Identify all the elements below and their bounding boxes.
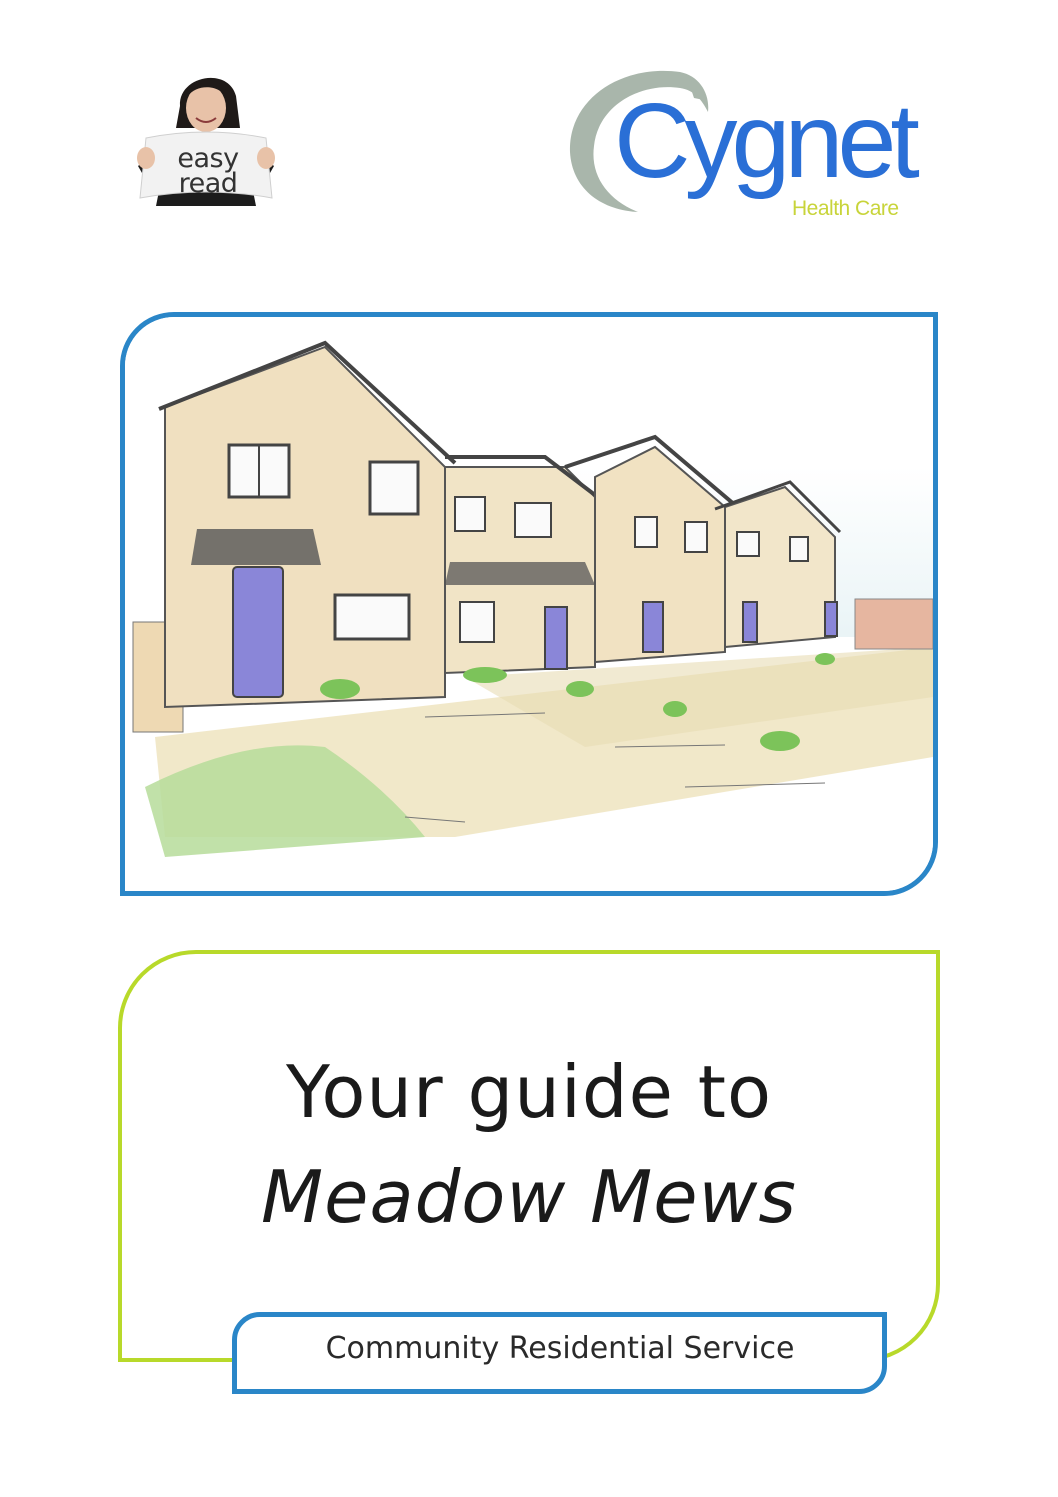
title-line-2: Meadow Mews — [261, 1155, 797, 1239]
houses-illustration — [120, 312, 938, 896]
easy-read-line-1: easy — [177, 143, 239, 174]
houses-icon — [125, 317, 933, 891]
service-label: Community Residential Service — [325, 1331, 795, 1366]
easy-read-badge — [128, 66, 284, 226]
brand-subtitle: Health Care — [792, 197, 899, 220]
easy-read-label — [158, 143, 258, 199]
brand-name: Cygnet — [614, 82, 914, 200]
title-line-1: Your guide to — [285, 1050, 773, 1134]
cygnet-logo — [560, 60, 960, 230]
easy-read-line-2: read — [178, 168, 238, 199]
